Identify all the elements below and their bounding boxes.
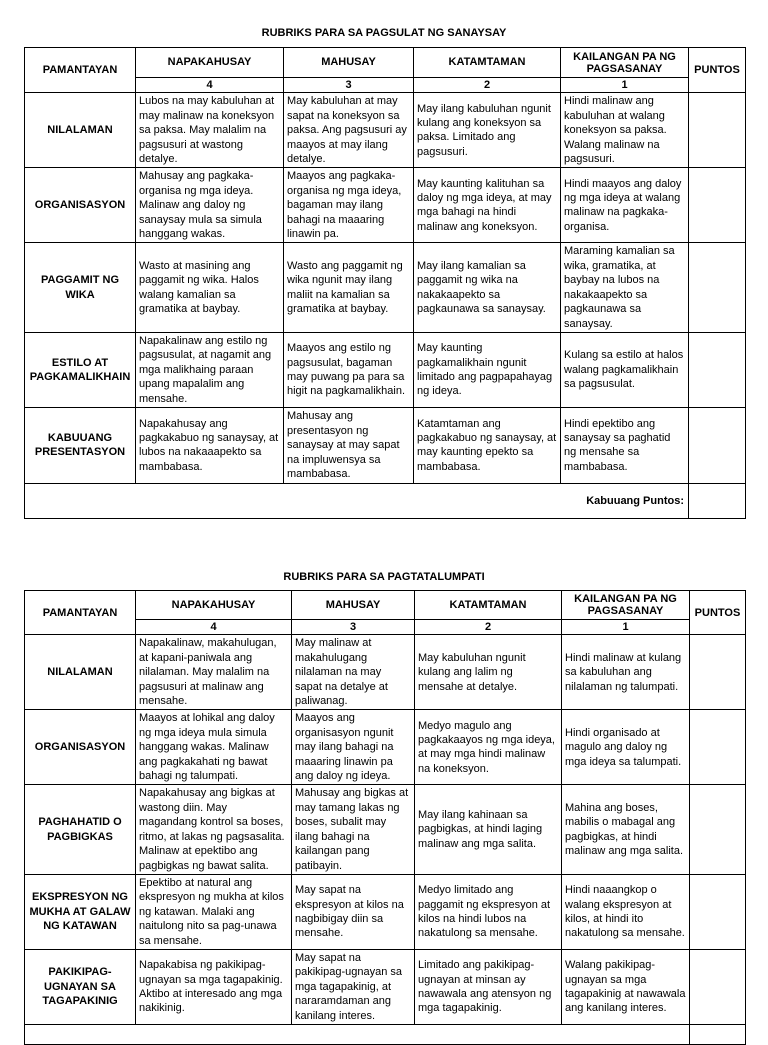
criterion-label: NILALAMAN [25, 93, 136, 168]
table-row [25, 874, 746, 949]
points-cell[interactable] [689, 168, 746, 243]
score-1: 1 [561, 78, 689, 93]
rubric-cell: Napakahusay ang bigkas at wastong diin. May magandang kontrol sa boses, ritmo, at lakas ng pagsasalita. Malinaw at epektibo ang pagbigkas ng bawat salita. [136, 785, 292, 874]
rubric-cell: May sapat na pakikipag-ugnayan sa mga tagapakinig, at nararamdaman ang kanilang interes. [292, 949, 415, 1024]
criterion-label: ESTILO AT PAGKAMALIKHAIN [25, 332, 136, 407]
points-header: PUNTOS [689, 48, 746, 93]
score-3: 3 [292, 620, 415, 635]
rubric-cell: May kabuluhan at may sapat na koneksyon sa paksa. Ang pagsusuri ay maayos at may ilang detalye. [284, 93, 414, 168]
level-header-3: MAHUSAY [292, 591, 415, 620]
rubric-cell: Napakalinaw ang estilo ng pagsusulat, at nagamit ang mga malikhaing paraan upang mapalalim ang mensahe. [136, 332, 284, 407]
table-row [25, 949, 746, 1024]
rubric-cell: Hindi malinaw at kulang sa kabuluhan ang nilalaman ng talumpati. [562, 635, 690, 710]
table-row [25, 785, 746, 874]
rubric-cell: Mahusay ang bigkas at may tamang lakas ng boses, subalit may ilang bahagi na kailangan pang patibayin. [292, 785, 415, 874]
table-row [25, 407, 746, 483]
rubric-cell: Kulang sa estilo at halos walang pagkamalikhain sa pagsusulat. [561, 332, 689, 407]
rubric-cell: Walang pakikipag-ugnayan sa mga tagapakinig at nawawala ang kanilang interes. [562, 949, 690, 1024]
total-points-cell[interactable] [690, 1024, 746, 1044]
total-label: Kabuuang Puntos: [25, 483, 689, 518]
table-row [25, 635, 746, 710]
rubric-cell: Katamtaman ang pagkakabuo ng sanaysay, at may kaunting epekto sa mambabasa. [414, 407, 561, 483]
level-header-2: KATAMTAMAN [415, 591, 562, 620]
rubric-cell: Wasto at masining ang paggamit ng wika. Halos walang kamalian sa gramatika at baybay. [136, 243, 284, 332]
criterion-label: EKSPRESYON NG MUKHA AT GALAW NG KATAWAN [25, 874, 136, 949]
total-label-cell [25, 1024, 690, 1044]
points-cell[interactable] [689, 407, 746, 483]
rubric-cell: Wasto ang paggamit ng wika ngunit may ilang maliit na kamalian sa gramatika at baybay. [284, 243, 414, 332]
rubric-cell: Medyo limitado ang paggamit ng ekspresyon at kilos na hindi lubos na nakatulong sa mensahe. [415, 874, 562, 949]
level-header-1: KAILANGAN PA NG PAGSASANAY [561, 48, 689, 78]
rubric2-table [24, 590, 746, 1045]
score-2: 2 [414, 78, 561, 93]
total-row [25, 1024, 746, 1044]
criterion-label: KABUUANG PRESENTASYON [25, 407, 136, 483]
rubric-cell: Napakalinaw, makahulugan, at kapani-paniwala ang nilalaman. May malalim na pagsusuri at malinaw ang mensahe. [136, 635, 292, 710]
criterion-label: ORGANISASYON [25, 168, 136, 243]
score-1: 1 [562, 620, 690, 635]
points-cell[interactable] [690, 710, 746, 785]
total-points-cell[interactable] [689, 483, 746, 518]
rubric-cell: May kaunting kalituhan sa daloy ng mga ideya, at may mga bahagi na hindi malinaw ang koneksyon. [414, 168, 561, 243]
points-cell[interactable] [690, 874, 746, 949]
rubric-cell: May sapat na ekspresyon at kilos na nagbibigay diin sa mensahe. [292, 874, 415, 949]
criteria-header: PAMANTAYAN [25, 591, 136, 635]
rubric-cell: Maayos at lohikal ang daloy ng mga ideya mula simula hanggang wakas. Malinaw ang pagkakahati ng bawat bahagi ng talumpati. [136, 710, 292, 785]
rubric-cell: May malinaw at makahulugang nilalaman na may sapat na detalye at paliwanag. [292, 635, 415, 710]
points-cell[interactable] [689, 93, 746, 168]
points-cell[interactable] [690, 949, 746, 1024]
points-cell[interactable] [689, 332, 746, 407]
rubric-cell: Medyo magulo ang pagkakaayos ng mga ideya, at may mga hindi malinaw na koneksyon. [415, 710, 562, 785]
rubric-cell: Maayos ang organisasyon ngunit may ilang bahagi na maaaring linawin pa ang daloy ng ideya. [292, 710, 415, 785]
score-4: 4 [136, 620, 292, 635]
table-row [25, 93, 746, 168]
level-header-3: MAHUSAY [284, 48, 414, 78]
rubric-cell: Maraming kamalian sa wika, gramatika, at baybay na lubos na nakakaapekto sa pagkaunawa sa sanaysay. [561, 243, 689, 332]
table-row [25, 243, 746, 332]
table-row [25, 168, 746, 243]
rubric-cell: May kaunting pagkamalikhain ngunit limitado ang pagpapahayag ng ideya. [414, 332, 561, 407]
level-header-1: KAILANGAN PA NG PAGSASANAY [562, 591, 690, 620]
rubric-cell: Hindi naaangkop o walang ekspresyon at kilos, at hindi ito nakatulong sa mensahe. [562, 874, 690, 949]
level-header-4: NAPAKAHUSAY [136, 48, 284, 78]
rubric-cell: Epektibo at natural ang ekspresyon ng mukha at kilos ng katawan. Malaki ang naitulong nito sa pag-unawa sa mensahe. [136, 874, 292, 949]
criteria-header: PAMANTAYAN [25, 48, 136, 93]
level-header-4: NAPAKAHUSAY [136, 591, 292, 620]
rubric-cell: Mahusay ang pagkaka-organisa ng mga ideya. Malinaw ang daloy ng sanaysay mula sa simula hanggang wakas. [136, 168, 284, 243]
criterion-label: PAGGAMIT NG WIKA [25, 243, 136, 332]
rubric-cell: Mahina ang boses, mabilis o mabagal ang pagbigkas, at hindi malinaw ang mga salita. [562, 785, 690, 874]
rubric2-title: RUBRIKS PARA SA PAGTATALUMPATI [283, 571, 485, 583]
rubric-cell: Maayos ang estilo ng pagsusulat, bagaman may puwang pa para sa higit na pagkamalikhain. [284, 332, 414, 407]
rubric-cell: Hindi organisado at magulo ang daloy ng mga ideya sa talumpati. [562, 710, 690, 785]
rubric-cell: May ilang kabuluhan ngunit kulang ang koneksyon sa paksa. Limitado ang pagsusuri. [414, 93, 561, 168]
score-2: 2 [415, 620, 562, 635]
rubric-cell: May kabuluhan ngunit kulang ang lalim ng mensahe at detalye. [415, 635, 562, 710]
score-4: 4 [136, 78, 284, 93]
rubric-cell: May ilang kahinaan sa pagbigkas, at hindi laging malinaw ang mga salita. [415, 785, 562, 874]
criterion-label: PAGHAHATID O PAGBIGKAS [25, 785, 136, 874]
rubric1-title: RUBRIKS PARA SA PAGSULAT NG SANAYSAY [261, 27, 507, 39]
score-3: 3 [284, 78, 414, 93]
table-row [25, 710, 746, 785]
rubric-cell: Hindi epektibo ang sanaysay sa paghatid ng mensahe sa mambabasa. [561, 407, 689, 483]
rubric-cell: Hindi malinaw ang kabuluhan at walang koneksyon sa paksa. Walang malinaw na pagsusuri. [561, 93, 689, 168]
rubric-cell: Napakahusay ang pagkakabuo ng sanaysay, at lubos na nakaaapekto sa mambabasa. [136, 407, 284, 483]
points-header: PUNTOS [690, 591, 746, 635]
rubric-cell: Napakabisa ng pakikipag-ugnayan sa mga tagapakinig. Aktibo at interesado ang mga nakikinig. [136, 949, 292, 1024]
points-cell[interactable] [690, 785, 746, 874]
rubric-cell: Lubos na may kabuluhan at may malinaw na koneksyon sa paksa. May malalim na pagsusuri at wastong detalye. [136, 93, 284, 168]
table-row [25, 332, 746, 407]
rubric-cell: Hindi maayos ang daloy ng mga ideya at walang malinaw na pagkaka-organisa. [561, 168, 689, 243]
points-cell[interactable] [689, 243, 746, 332]
rubric-cell: May ilang kamalian sa paggamit ng wika na nakakaapekto sa pagkaunawa sa sanaysay. [414, 243, 561, 332]
total-row [25, 483, 746, 518]
criterion-label: NILALAMAN [25, 635, 136, 710]
criterion-label: PAKIKIPAG-UGNAYAN SA TAGAPAKINIG [25, 949, 136, 1024]
rubric-cell: Limitado ang pakikipag-ugnayan at minsan ay nawawala ang atensyon ng mga tagapakinig. [415, 949, 562, 1024]
points-cell[interactable] [690, 635, 746, 710]
level-header-2: KATAMTAMAN [414, 48, 561, 78]
rubric1-table [24, 47, 746, 519]
rubric-cell: Mahusay ang presentasyon ng sanaysay at may sapat na impluwensya sa mambabasa. [284, 407, 414, 483]
rubric-cell: Maayos ang pagkaka-organisa ng mga ideya, bagaman may ilang bahagi na maaaring linawin pa. [284, 168, 414, 243]
criterion-label: ORGANISASYON [25, 710, 136, 785]
